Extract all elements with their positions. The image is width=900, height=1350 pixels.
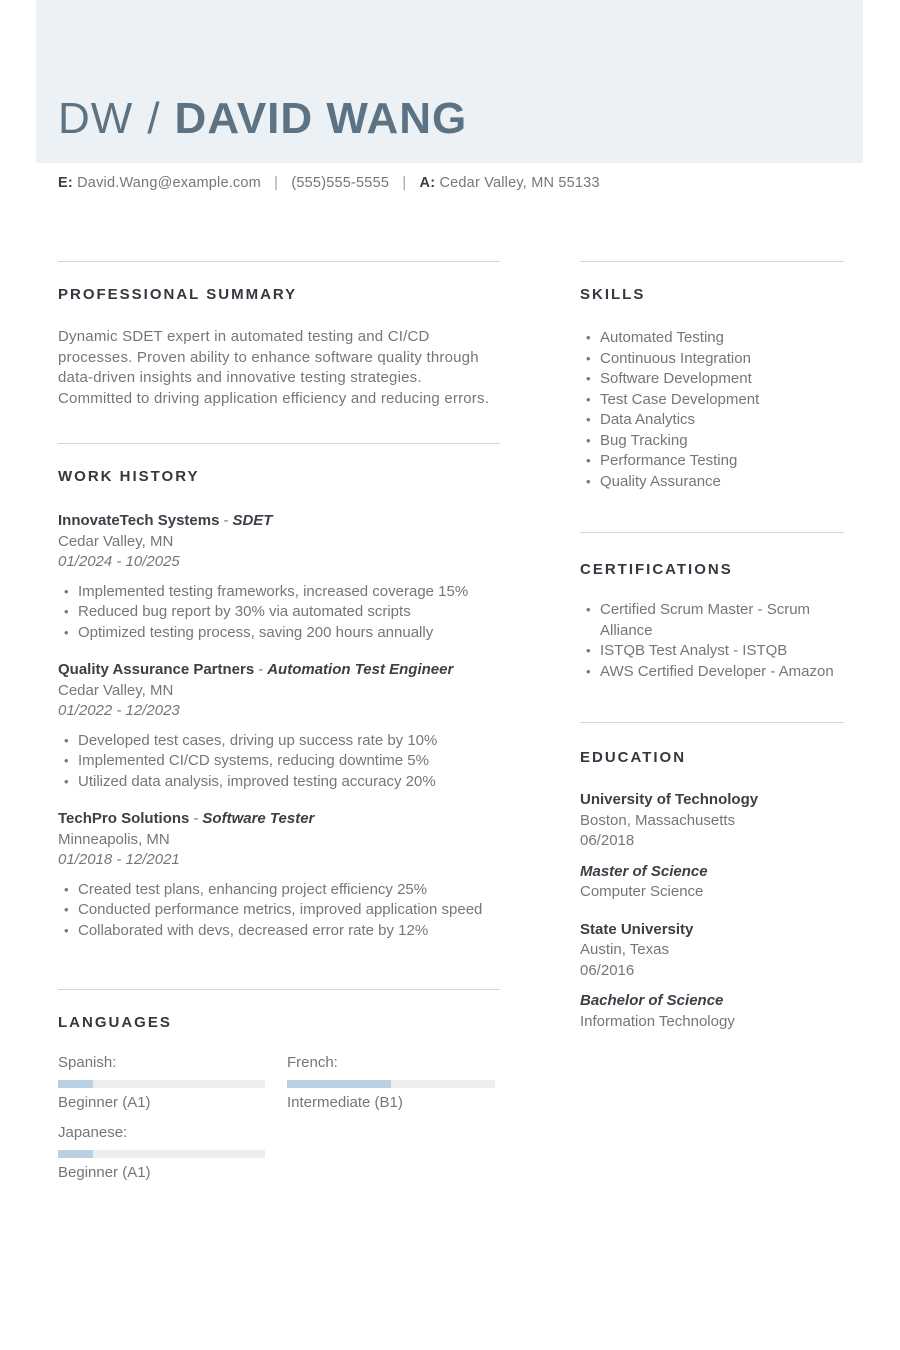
- degree-block: [580, 991, 844, 1032]
- contact-divider: |: [274, 175, 279, 191]
- language-progress-bar: [58, 1080, 93, 1088]
- job-location: Minneapolis, MN: [58, 830, 170, 848]
- section-divider: [580, 722, 844, 723]
- email-value: David.Wang@example.com: [77, 175, 261, 191]
- bullet-dot-icon: •: [586, 412, 591, 427]
- skill-item: [580, 431, 844, 452]
- address-value: Cedar Valley, MN 55133: [439, 175, 600, 191]
- skill-item: [580, 472, 844, 493]
- school-name: University of Technology: [580, 791, 759, 808]
- summary-text: Dynamic SDET expert in automated testing and CI/CD processes. Proven ability to enhance software quality through data-driven insights and innovative testing strategies. Committed to driving application efficiency and reducing errors.: [58, 328, 490, 407]
- language-progress-track: [58, 1150, 265, 1158]
- school-location: Austin, Texas: [580, 941, 669, 958]
- bullet-dot-icon: •: [64, 604, 69, 619]
- bullet-dot-icon: •: [586, 432, 591, 448]
- language-level: Beginner (A1): [58, 1164, 151, 1181]
- language-name: Spanish:: [58, 1054, 117, 1071]
- section-title-education: EDUCATION: [580, 749, 687, 766]
- bullet-dot-icon: •: [586, 391, 591, 407]
- section-title-skills: SKILLS: [580, 286, 646, 303]
- bullet-dot-icon: •: [586, 371, 591, 386]
- degree-name: Master of Science: [580, 862, 708, 880]
- language-progress-track: [287, 1080, 495, 1088]
- right-column: [580, 261, 844, 1183]
- bullet-text: Implemented CI/CD systems, reducing downtime 5%: [78, 752, 429, 769]
- section-divider: [58, 989, 500, 990]
- bullet-item: [58, 921, 500, 942]
- bullet-text: Created test plans, enhancing project efficiency 25%: [78, 880, 428, 898]
- language-progress-track: [58, 1080, 265, 1088]
- language-level: Beginner (A1): [58, 1094, 151, 1111]
- language-level: Intermediate (B1): [287, 1094, 403, 1111]
- bullet-item: [58, 602, 500, 623]
- section-title-summary: PROFESSIONAL SUMMARY: [58, 286, 298, 303]
- skill-item: [580, 369, 844, 390]
- job-bullet-list: [58, 880, 500, 942]
- bullet-dot-icon: •: [586, 602, 591, 617]
- job-title: [58, 809, 500, 830]
- email-label: E:: [58, 175, 73, 191]
- job-dates: 01/2018 - 12/2021: [58, 851, 180, 868]
- bullet-item: [58, 772, 500, 793]
- address-label: A:: [419, 175, 436, 191]
- bullet-dot-icon: •: [64, 583, 69, 599]
- section-divider: [580, 532, 844, 533]
- bullet-dot-icon: •: [64, 902, 69, 917]
- page-title: [36, 0, 863, 144]
- languages-grid: [58, 1053, 500, 1183]
- certification-item: [580, 662, 844, 683]
- skill-text: Quality Assurance: [600, 472, 721, 490]
- bullet-dot-icon: •: [586, 330, 591, 345]
- full-name: DAVID WANG: [174, 94, 468, 143]
- skill-item: [580, 410, 844, 431]
- bullet-item: [58, 880, 500, 901]
- bullet-text: Collaborated with devs, decreased error rate by 12%: [78, 921, 429, 939]
- skill-text: Software Development: [600, 370, 752, 387]
- bullet-text: Utilized data analysis, improved testing accuracy 20%: [78, 772, 436, 790]
- job-title: [58, 660, 500, 681]
- bullet-item: [58, 582, 500, 603]
- job-company: TechPro Solutions: [58, 810, 190, 827]
- bullet-item: [58, 623, 500, 644]
- bullet-text: Optimized testing process, saving 200 hours annually: [78, 623, 434, 641]
- certifications-list: [580, 600, 844, 682]
- language-name: Japanese:: [58, 1124, 128, 1141]
- skill-item: [580, 349, 844, 370]
- contact-divider: |: [402, 175, 407, 191]
- section-divider: [580, 261, 844, 262]
- job-role: Automation Test Engineer: [267, 661, 454, 678]
- skill-item: [580, 451, 844, 472]
- section-title-languages: LANGUAGES: [58, 1014, 172, 1031]
- bullet-dot-icon: •: [64, 773, 69, 789]
- bullet-text: Reduced bug report by 30% via automated scripts: [78, 603, 411, 620]
- bullet-dot-icon: •: [64, 753, 69, 768]
- bullet-dot-icon: •: [586, 453, 591, 468]
- job-bullet-list: [58, 731, 500, 793]
- skill-text: Automated Testing: [600, 329, 724, 346]
- graduation-date: 06/2018: [580, 832, 635, 849]
- job-title: [58, 511, 500, 532]
- name-separator: /: [147, 94, 161, 143]
- resume-body: [58, 261, 900, 1183]
- job-title-separator: -: [258, 661, 264, 678]
- education-entry: [580, 920, 844, 1033]
- job-role: SDET: [232, 512, 273, 529]
- education-entry: [580, 790, 844, 903]
- language-progress-bar: [58, 1150, 93, 1158]
- skill-text: Data Analytics: [600, 411, 696, 428]
- language-progress-bar: [287, 1080, 391, 1088]
- skill-text: Bug Tracking: [600, 431, 688, 449]
- degree-field: Computer Science: [580, 883, 704, 900]
- job-dates: 01/2022 - 12/2023: [58, 702, 180, 719]
- bullet-text: Implemented testing frameworks, increased coverage 15%: [78, 582, 469, 600]
- bullet-item: [58, 751, 500, 772]
- certification-item: [580, 600, 844, 641]
- language-item: [287, 1053, 495, 1113]
- bullet-text: Conducted performance metrics, improved application speed: [78, 901, 483, 918]
- section-divider: [58, 443, 500, 444]
- skill-item: [580, 328, 844, 349]
- section-divider: [58, 261, 500, 262]
- certification-text: ISTQB Test Analyst - ISTQB: [600, 642, 788, 659]
- contact-line: [58, 175, 900, 191]
- job-entry: [58, 511, 500, 643]
- job-title-separator: -: [223, 512, 229, 529]
- skills-list: [580, 328, 844, 492]
- skill-text: Test Case Development: [600, 390, 760, 408]
- job-entry: [58, 809, 500, 941]
- job-title-separator: -: [193, 810, 199, 827]
- language-name: French:: [287, 1054, 338, 1071]
- bullet-dot-icon: •: [586, 473, 591, 489]
- job-role: Software Tester: [202, 810, 315, 827]
- header-band: [36, 0, 863, 163]
- bullet-dot-icon: •: [64, 624, 69, 640]
- section-title-work: WORK HISTORY: [58, 468, 200, 485]
- certification-item: [580, 641, 844, 662]
- left-column: [58, 261, 500, 1183]
- skill-item: [580, 390, 844, 411]
- bullet-item: [58, 731, 500, 752]
- degree-field: Information Technology: [580, 1012, 735, 1030]
- job-bullet-list: [58, 582, 500, 644]
- skill-text: Performance Testing: [600, 452, 738, 469]
- certification-text: Certified Scrum Master - Scrum Alliance: [600, 601, 811, 639]
- section-title-certifications: CERTIFICATIONS: [580, 561, 733, 578]
- bullet-dot-icon: •: [586, 350, 591, 366]
- bullet-dot-icon: •: [586, 643, 591, 658]
- language-item: [58, 1053, 265, 1113]
- bullet-dot-icon: •: [586, 663, 591, 679]
- job-company: InnovateTech Systems: [58, 512, 220, 529]
- degree-name: Bachelor of Science: [580, 992, 724, 1009]
- certification-text: AWS Certified Developer - Amazon: [600, 662, 834, 680]
- job-entry: [58, 660, 500, 792]
- graduation-date: 06/2016: [580, 961, 635, 979]
- degree-block: [580, 862, 844, 903]
- skill-text: Continuous Integration: [600, 349, 751, 367]
- bullet-text: Developed test cases, driving up success rate by 10%: [78, 731, 438, 749]
- bullet-dot-icon: •: [64, 922, 69, 938]
- job-location: Cedar Valley, MN: [58, 532, 174, 550]
- job-company: Quality Assurance Partners: [58, 661, 255, 678]
- monogram: DW: [58, 94, 134, 143]
- job-location: Cedar Valley, MN: [58, 681, 174, 699]
- bullet-item: [58, 900, 500, 921]
- school-location: Boston, Massachusetts: [580, 811, 736, 829]
- language-item: [58, 1123, 265, 1183]
- bullet-dot-icon: •: [64, 732, 69, 748]
- school-name: State University: [580, 920, 694, 938]
- bullet-dot-icon: •: [64, 881, 69, 897]
- phone-value: (555)555-5555: [291, 175, 390, 191]
- job-dates: 01/2024 - 10/2025: [58, 553, 180, 570]
